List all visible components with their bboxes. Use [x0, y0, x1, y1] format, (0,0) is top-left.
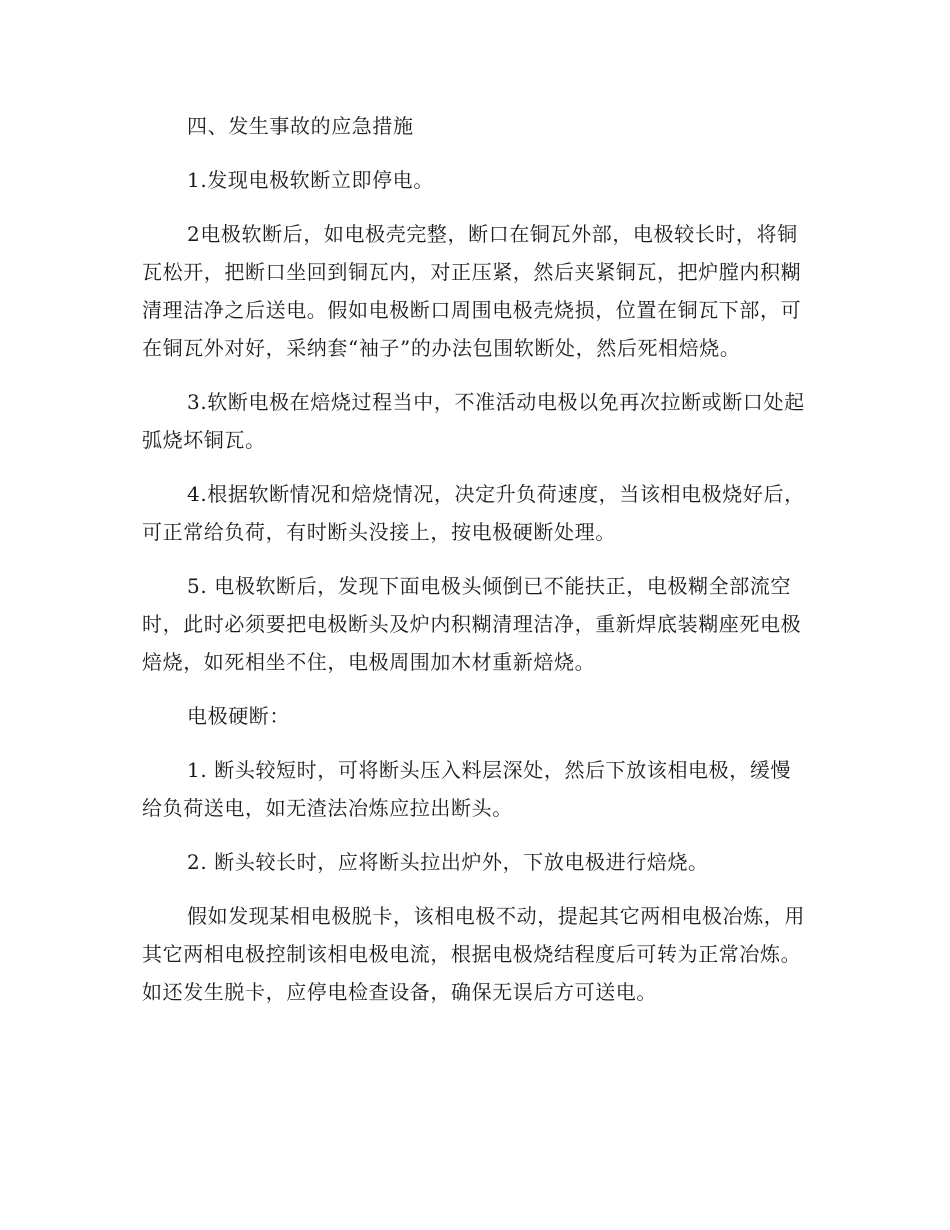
paragraph-soft-break-item-1: 1.发现电极软断立即停电。: [187, 168, 434, 192]
paragraph-soft-break-item-2: 2电极软断后，如电极壳完整，断口在铜瓦外部，电极较长时，将铜瓦松开，把断口坐回到铜瓦内，对正压紧，然后夹紧铜瓦，把炉膛内积糊清理洁净之后送电。假如电极断口周围电极壳烧损，位置在铜瓦下部，可在铜瓦外对好，采纳套“袖子”的办法包围软断处，然后死相焙烧。: [142, 222, 802, 360]
paragraph-hard-break-item-1: 1. 断头较短时，可将断头压入料层深处，然后下放该相电极，缓慢给负荷送电，如无渣法冶炼应拉出断头。: [142, 758, 792, 820]
section-heading: 四、发生事故的应急措施: [187, 114, 414, 138]
hard-break-heading: 电极硬断：: [187, 704, 290, 728]
paragraph-hard-break-item-2: 2. 断头较长时，应将断头拉出炉外，下放电极进行焙烧。: [187, 850, 709, 874]
document-body: [142, 107, 810, 1027]
paragraph-soft-break-item-5: 5. 电极软断后，发现下面电极头倾倒已不能扶正，电极糊全部流空时，此时必须要把电极断头及炉内积糊清理洁净，重新焊底装糊座死电极焙烧，如死相坐不住，电极周围加木材重新焙烧。: [142, 574, 802, 674]
paragraph-soft-break-item-3: 3.软断电极在焙烧过程当中，不准活动电极以免再次拉断或断口处起弧烧坏铜瓦。: [142, 390, 805, 452]
paragraph-detachment: 假如发现某相电极脱卡，该相电极不动，提起其它两相电极冶炼，用其它两相电极控制该相电极电流，根据电极烧结程度后可转为正常冶炼。如还发生脱卡，应停电检查设备，确保无误后方可送电。: [142, 904, 805, 1004]
paragraph-soft-break-item-4: 4.根据软断情况和焙烧情况，决定升负荷速度，当该相电极烧好后，可正常给负荷，有时断头没接上，按电极硬断处理。: [142, 482, 805, 544]
